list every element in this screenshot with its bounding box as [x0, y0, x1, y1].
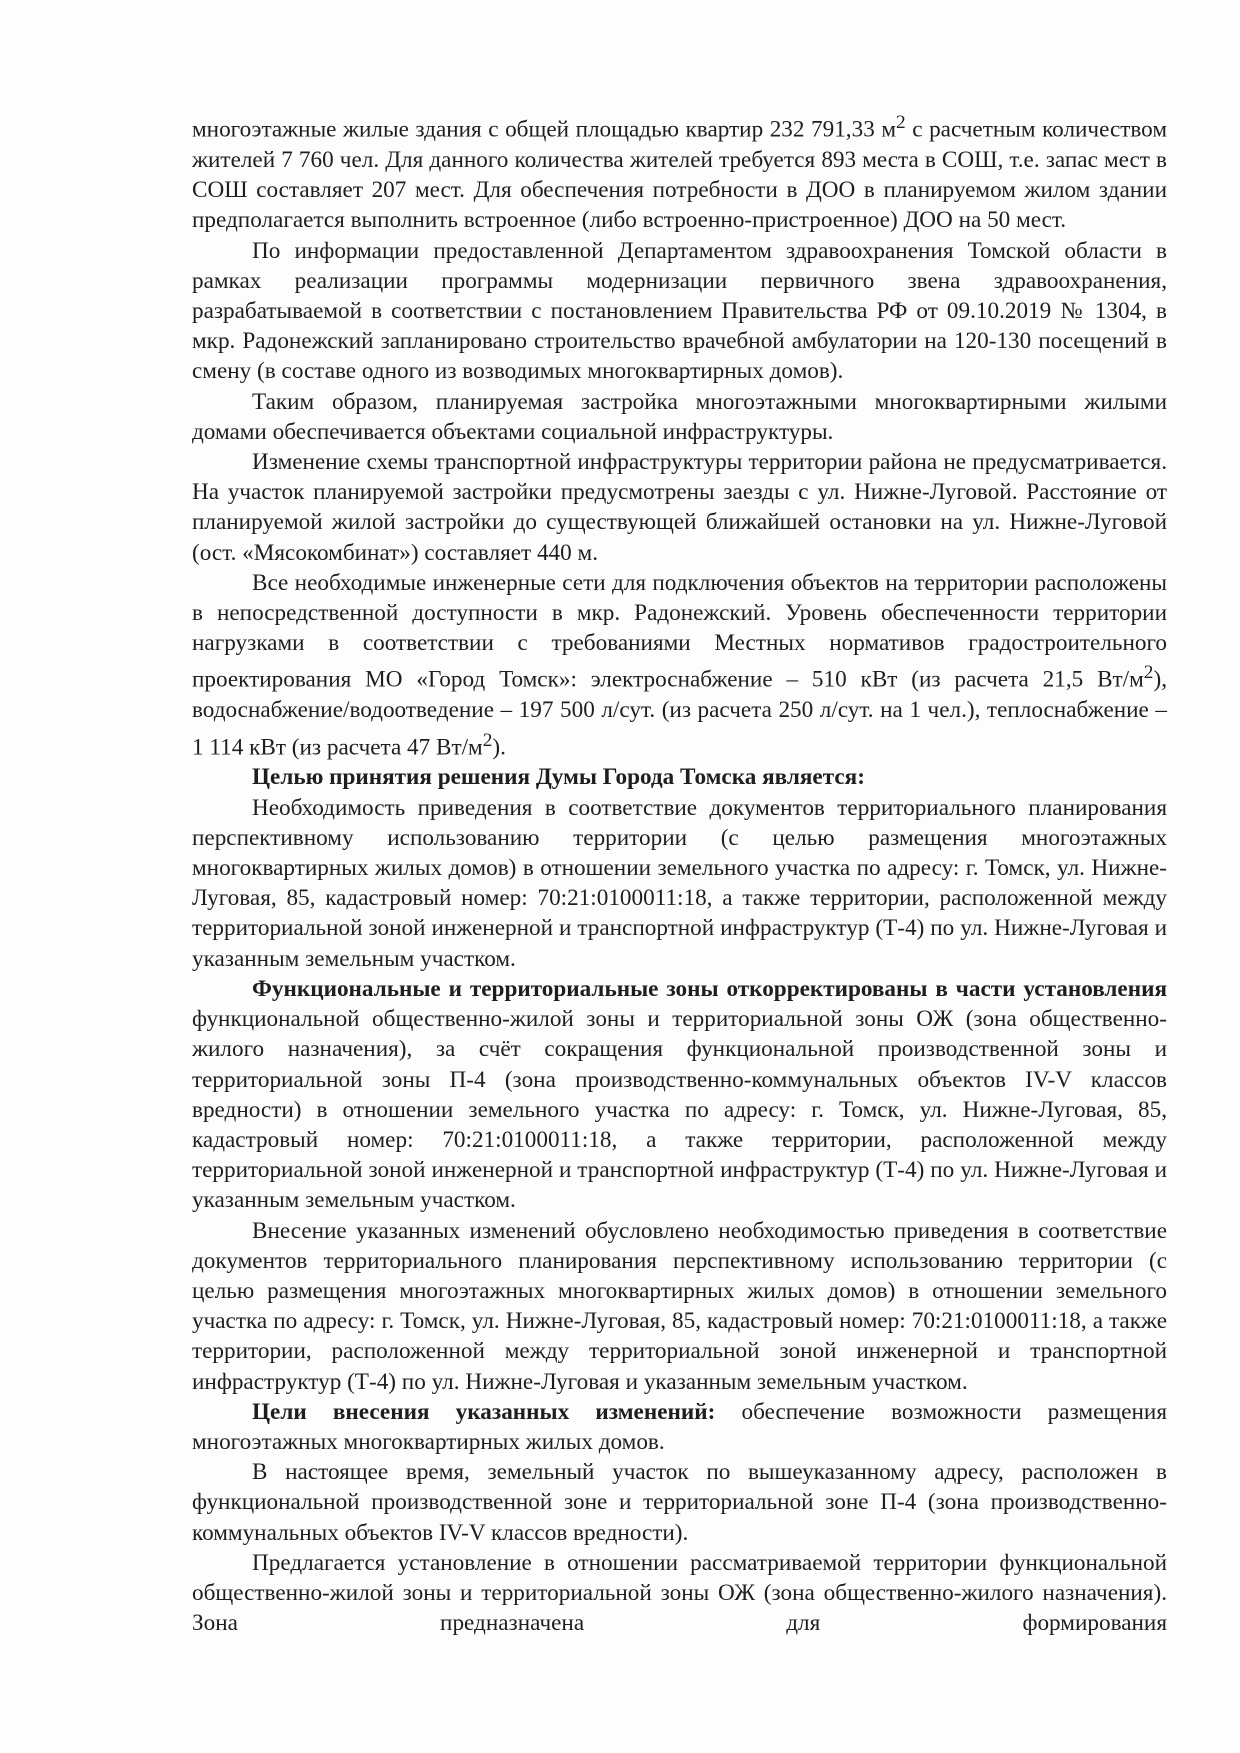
superscript: 2: [896, 112, 906, 133]
bold-lead: Цели внесения указанных изменений:: [252, 1398, 716, 1425]
paragraph-necessity: Необходимость приведения в соответствие документов территориального планирования перспективному использованию территории (с целью размещения многоэтажных многоквартирных жилых домов) в отношении земельного участка по адресу: г. Томск, ул. Нижне-Луговая, 85, кадастровый номер: 70:21:0100011:18, а также территории, расположенной между территориальной зоной инженерной и транспортной инфраструктур (Т-4) по ул. Нижне-Луговая и указанным земельным участком.: [192, 794, 1167, 972]
paragraph-text: ).: [492, 734, 506, 761]
paragraph-text: с расчетным количеством жителей 7 760 чел. Для данного количества жителей требуется 893 места в СОШ, т.е. запас мест в СОШ составляет 207 мест. Для обеспечения потребности в ДОО в планируемом жилом здании предполагается выполнить встроенное (либо встроенно-пристроенное) ДОО на 50 мест.: [192, 116, 1167, 234]
paragraph-change-goals: [192, 1397, 1167, 1457]
section-heading-goal: Целью принятия решения Думы Города Томска является:: [252, 764, 865, 791]
superscript: 2: [1143, 662, 1154, 684]
paragraph-transport: Изменение схемы транспортной инфраструктуры территории района не предусматривается. На участок планируемой застройки предусмотрены заезды с ул. Нижне-Луговой. Расстояние от планируемой жилой застройки до существующей ближайшей остановки на ул. Нижне-Луговой (ост. «Мясокомбинат») составляет 440 м.: [192, 448, 1167, 566]
paragraph-text: функциональной общественно-жилой зоны и территориальной зоны ОЖ (зона общественно-жилого назначения), за счёт сокращения функциональной производственной зоны и территориальной зоны П-4 (зона производственно-коммунальных объектов IV-V классов вредности) в отношении земельного участка по адресу: г. Томск, ул. Нижне-Луговая, 85, кадастровый номер: 70:21:0100011:18, а также территории, расположенной между территориальной зоной инженерной и транспортной инфраструктур (Т-4) по ул. Нижне-Луговая и указанным земельным участком.: [192, 1006, 1167, 1214]
paragraph-proposal: Предлагается установление в отношении рассматриваемой территории функциональной общественно-жилой зоны и территориальной зоны ОЖ (зона общественно-жилого назначения). Зона предназначена для формирования: [192, 1549, 1167, 1637]
paragraph-text: Все необходимые инженерные сети для подключения объектов на территории расположены в непосредственной доступности в мкр. Радонежский. Уровень обеспеченности территории нагрузками в соответствии с требованиями Местных нормативов градостроительного проектирования МО «Город Томск»: электроснабжение – 510 кВт (из расчета 21,5 Вт/м: [192, 569, 1167, 694]
paragraph-changes-reason: Внесение указанных изменений обусловлено необходимостью приведения в соответствие документов территориального планирования перспективному использованию территории (с целью размещения многоэтажных многоквартирных жилых домов) в отношении земельного участка по адресу: г. Томск, ул. Нижне-Луговая, 85, кадастровый номер: 70:21:0100011:18, а также территории, расположенной между территориальной зоной инженерной и транспортной инфраструктур (Т-4) по ул. Нижне-Луговая и указанным земельным участком.: [192, 1217, 1167, 1395]
paragraph-text: обеспечение возможности размещения многоэтажных многоквартирных жилых домов.: [192, 1398, 1167, 1455]
paragraph-social-infrastructure: Таким образом, планируемая застройка многоэтажными многоквартирными жилыми домами обеспечивается объектами социальной инфраструктуры.: [192, 388, 1167, 445]
paragraph-current-zone: В настоящее время, земельный участок по вышеуказанному адресу, расположен в функциональной производственной зоне и территориальной зоне П-4 (зона производственно-коммунальных объектов IV-V классов вредности).: [192, 1459, 1167, 1546]
paragraph-text: многоэтажные жилые здания с общей площадью квартир 232 791,33 м: [192, 116, 897, 143]
paragraph-zones-corrected: [192, 974, 1167, 1216]
paragraph-text: ), водоснабжение/водоотведение – 197 500 л/сут. (из расчета 250 л/сут. на 1 чел.), теплоснабжение – 1 114 кВт (из расчета 47 Вт/м: [192, 667, 1167, 761]
paragraph-housing-capacity: [192, 108, 1167, 236]
document-body: [192, 108, 1167, 1638]
paragraph-engineering-networks: [192, 568, 1167, 763]
superscript: 2: [482, 729, 493, 751]
paragraph-healthcare: По информации предоставленной Департаментом здравоохранения Томской области в рамках реализации программы модернизации первичного звена здравоохранения, разрабатываемой в соответствии с постановлением Правительства РФ от 09.10.2019 № 1304, в мкр. Радонежский запланировано строительство врачебной амбулатории на 120-130 посещений в смену (в составе одного из возводимых многоквартирных домов).: [192, 237, 1167, 385]
bold-lead: Функциональные и территориальные зоны откорректированы в части установления: [252, 975, 1167, 1002]
